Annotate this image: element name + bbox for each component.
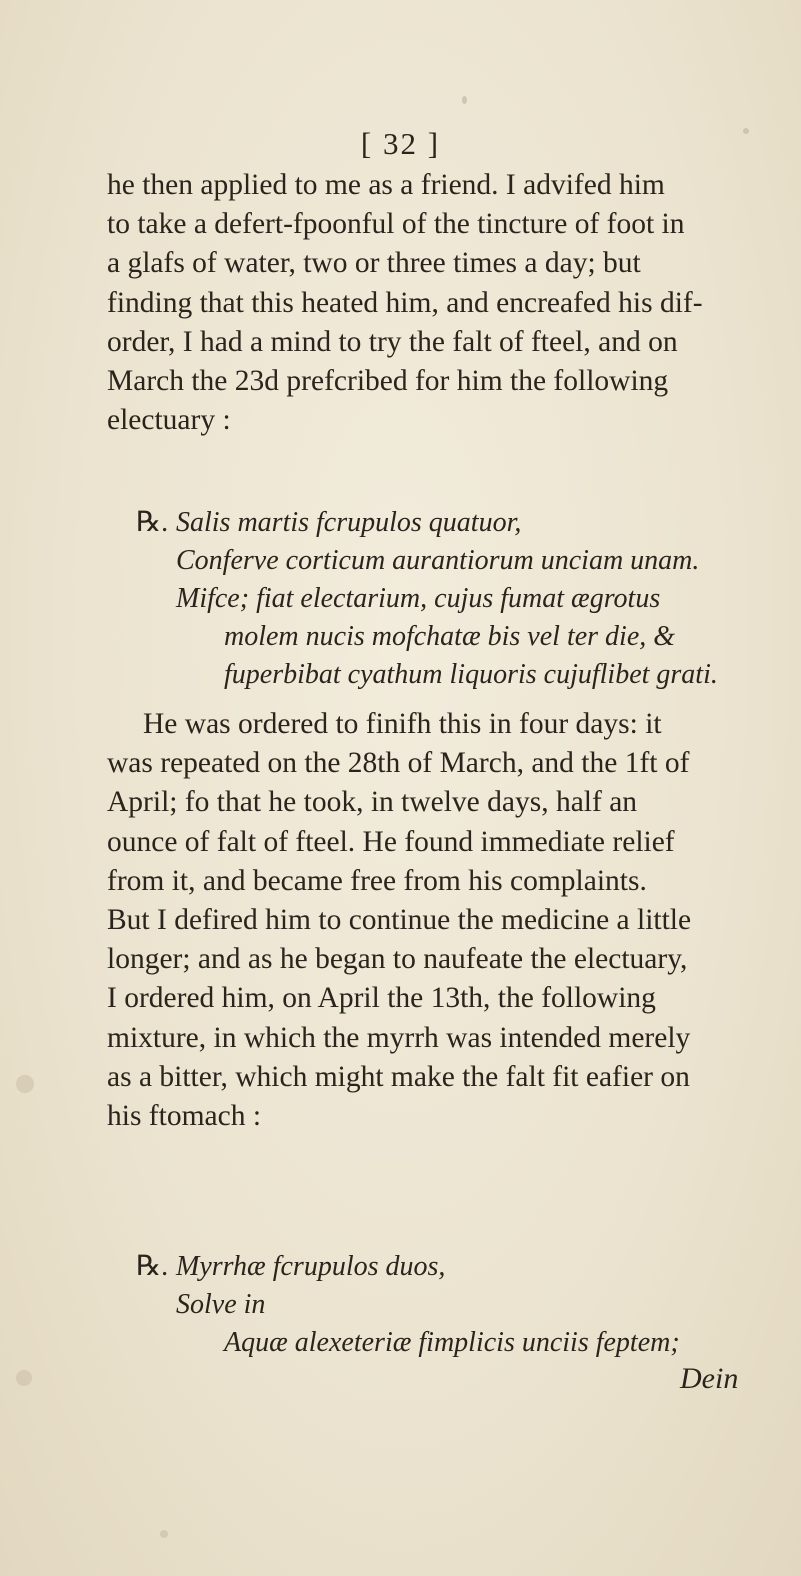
text-line: But I defired him to continue the medicine a little <box>107 904 692 937</box>
recipe-2 <box>136 1248 776 1362</box>
recipe-1 <box>136 504 776 694</box>
recipe-line: Myrrhæ fcrupulos duos, <box>176 1251 446 1282</box>
recipe-line: Conferve corticum aurantiorum unciam unam. <box>176 545 700 576</box>
recipe-line: Aquæ alexeteriæ fimplicis unciis feptem; <box>224 1327 680 1358</box>
text-line: March the 23d prefcribed for him the following <box>107 365 669 398</box>
text-line: a glafs of water, two or three times a day; but <box>107 247 641 280</box>
paragraph-2 <box>107 705 767 1136</box>
text-line: longer; and as he began to naufeate the electuary, <box>107 943 688 976</box>
text-line: mixture, in which the myrrh was intended merely <box>107 1021 691 1054</box>
text-line: his ftomach : <box>107 1100 262 1133</box>
text-line: order, I had a mind to try the falt of fteel, and on <box>107 325 678 358</box>
text-line: He was ordered to finifh this in four days: it <box>143 708 662 740</box>
text-line: to take a defert-fpoonful of the tincture of foot in <box>107 208 685 241</box>
recipe-symbol: ℞. <box>136 507 169 538</box>
text-line: electuary : <box>107 404 231 437</box>
paragraph-1 <box>107 166 767 440</box>
recipe-line: Mifce; fiat electarium, cujus fumat ægrotus <box>176 583 661 614</box>
text-line: was repeated on the 28th of March, and the 1ft of <box>107 747 690 780</box>
text-line: ounce of falt of fteel. He found immediate relief <box>107 825 675 858</box>
text-line: he then applied to me as a friend. I advifed him <box>107 169 665 201</box>
text-line: as a bitter, which might make the falt fit eafier on <box>107 1060 690 1093</box>
recipe-line: Salis martis fcrupulos quatuor, <box>176 507 522 538</box>
text-line: April; fo that he took, in twelve days, half an <box>107 786 638 819</box>
recipe-line: Solve in <box>176 1289 266 1320</box>
foxing-spot <box>16 1370 32 1386</box>
text-line: finding that this heated him, and encreafed his dif- <box>107 286 703 319</box>
text-line: from it, and became free from his complaints. <box>107 864 647 897</box>
recipe-line: fuperbibat cyathum liquoris cujuflibet grati. <box>224 659 718 690</box>
page-number: [ 32 ] <box>360 126 441 161</box>
foxing-spot <box>160 1530 168 1538</box>
foxing-spot <box>462 96 467 104</box>
foxing-spot <box>16 1075 34 1093</box>
recipe-symbol: ℞. <box>136 1251 169 1282</box>
recipe-line: molem nucis mofchatæ bis vel ter die, & <box>224 621 676 652</box>
text-line: I ordered him, on April the 13th, the following <box>107 982 656 1015</box>
catchword: Dein <box>680 1362 739 1395</box>
